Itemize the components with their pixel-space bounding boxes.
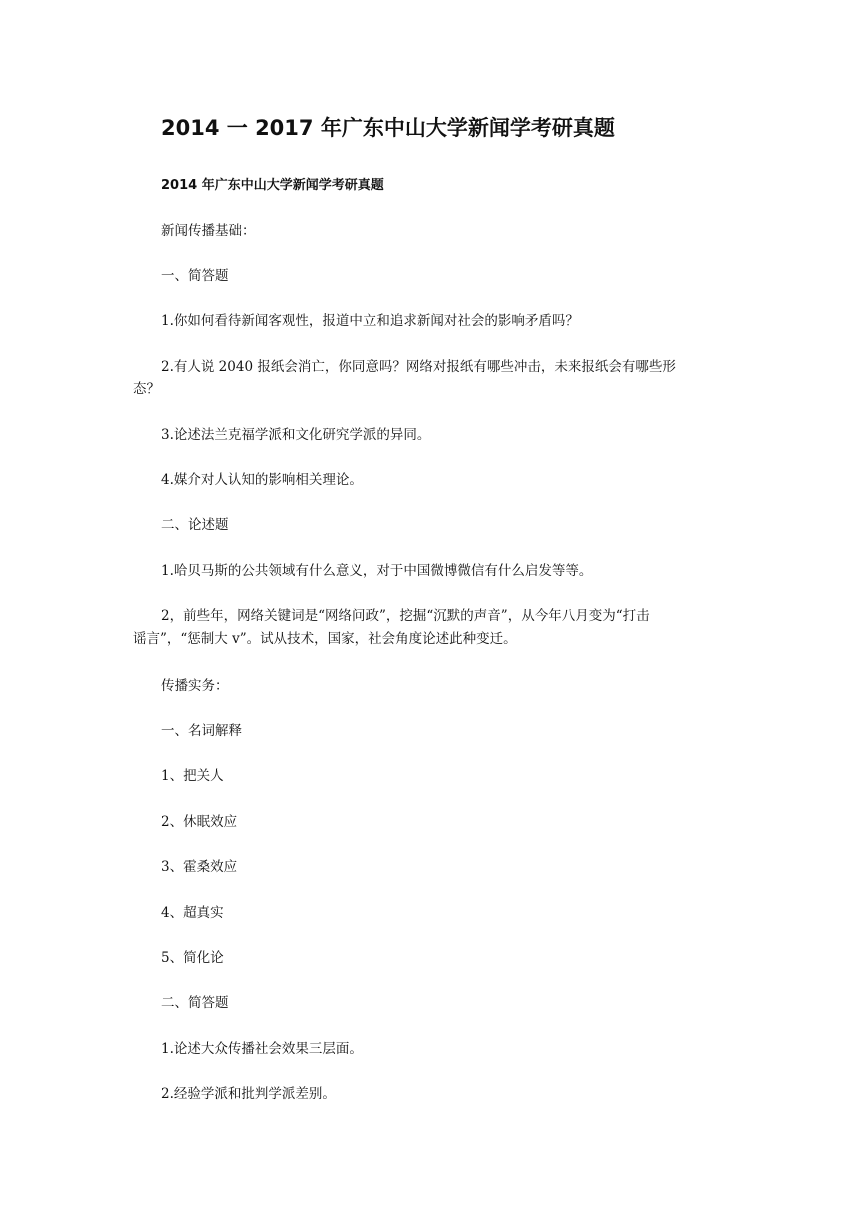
term-item: 3、霍桑效应 [161,859,238,875]
section-heading-basics: 新闻传播基础： [161,223,256,239]
practice-question-2: 2.经验学派和批判学派差别。 [161,1086,336,1102]
question-4: 4.媒介对人认知的影响相关理论。 [161,472,363,488]
term-item: 2、休眠效应 [161,814,238,830]
question-3: 3.论述法兰克福学派和文化研究学派的异同。 [161,427,431,443]
part-heading-essay: 二、论述题 [161,517,229,533]
term-item: 4、超真实 [161,905,224,921]
essay-question-2-line-2: 谣言”，“惩制大 v”。试从技术，国家，社会角度论述此种变迁。 [133,631,517,647]
section-subtitle: 2014 年广东中山大学新闻学考研真题 [161,178,384,193]
term-item: 5、简化论 [161,950,224,966]
part-heading-terms: 一、名词解释 [161,723,242,739]
part-heading-short-answer: 一、简答题 [161,268,229,284]
section-heading-practice: 传播实务： [161,678,229,694]
part-heading-short-answer-2: 二、简答题 [161,995,229,1011]
essay-question-2-line-1: 2，前些年，网络关键词是“网络问政”，挖掘“沉默的声音”，从今年八月变为“打击 [161,608,650,624]
practice-question-1: 1.论述大众传播社会效果三层面。 [161,1041,363,1057]
question-2-line-2: 态？ [133,381,160,397]
essay-question-1: 1.哈贝马斯的公共领域有什么意义，对于中国微博微信有什么启发等等。 [161,563,593,579]
question-2-line-1: 2.有人说 2040 报纸会消亡，你同意吗？网络对报纸有哪些冲击，未来报纸会有哪些形 [161,359,676,375]
page-title: 2014 一 2017 年广东中山大学新闻学考研真题 [161,116,615,140]
question-1: 1.你如何看待新闻客观性，报道中立和追求新闻对社会的影响矛盾吗？ [161,313,579,329]
term-item: 1、把关人 [161,768,224,784]
